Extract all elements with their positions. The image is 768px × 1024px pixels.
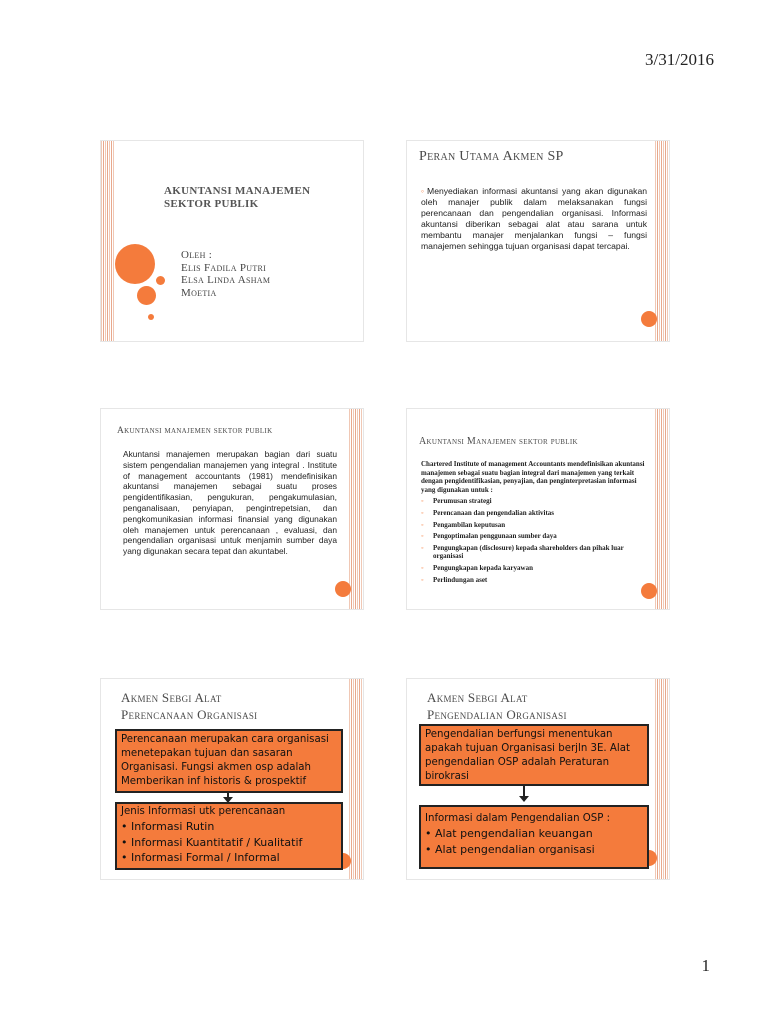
slide-title-line: Perencanaan Organisasi	[121, 707, 258, 722]
flow-arrow-icon	[523, 786, 525, 796]
control-info-box	[419, 805, 649, 869]
slide-body	[421, 460, 647, 587]
purpose-list	[421, 497, 647, 584]
box-item: • Alat pengendalian keuangan	[425, 827, 593, 840]
author-name: Elsa Linda Asham	[181, 274, 271, 286]
planning-definition-box: Perencanaan merupakan cara organisasi menetepakan tujuan dan sasaran Organisasi. Fungsi akmen osp adalah Memberikan inf historis & prospektif	[115, 729, 343, 793]
slide-title	[427, 689, 567, 723]
flow-arrow-icon	[227, 793, 229, 797]
decorative-circle-large	[115, 244, 155, 284]
slide-4	[406, 408, 670, 610]
planning-info-types-box	[115, 802, 343, 870]
slide-stripe-decoration	[655, 141, 669, 341]
document-date: 3/31/2016	[645, 50, 714, 69]
slide-stripe-decoration	[655, 679, 669, 879]
decorative-circle-tiny	[148, 314, 154, 320]
decorative-circle-medium	[137, 286, 156, 305]
slide-stripe-decoration	[101, 141, 115, 341]
list-item: ◦ Pengambilan keputusan	[421, 521, 647, 530]
slide-title: Akuntansi manajemen sektor publik	[117, 426, 273, 436]
author-label: Oleh :	[181, 249, 213, 261]
slide-6	[406, 678, 670, 880]
slide-body: Akuntansi manajemen merupakan bagian dari suatu sistem pengendalian manajemen yang integral . Institute of management accountants (1981) mendefinisikan akuntansi manajemen sebagai suatu proses pengidentifikasian, pengukuran, pengakumulasian, penganalisaan, penyiapan, pengintrepetsian, dan pengkomunikasian informasi finansial yang digunakan oleh manajemen untuk perencanaan , evaluasi, dan pengendalian organisasi untuk menjamin sumber daya yang digunakan secara tepat dan akuntabel.	[123, 449, 337, 557]
list-item: ◦ Perumusan strategi	[421, 497, 647, 506]
list-item: ◦ Perencanaan dan pengendalian aktivitas	[421, 509, 647, 518]
slide-title-line: AKUNTANSI MANAJEMEN	[164, 185, 311, 197]
author-block	[181, 249, 270, 299]
slide-5	[100, 678, 364, 880]
box-item: • Informasi Formal / Informal	[121, 851, 280, 864]
decorative-circle-small	[156, 276, 165, 285]
list-item: ◦ Perlindungan aset	[421, 576, 647, 585]
slide-stripe-decoration	[349, 679, 363, 879]
box-heading: Informasi dalam Pengendalian OSP :	[425, 813, 611, 824]
decorative-circle	[641, 311, 657, 327]
slide-title: Peran Utama Akmen SP	[419, 149, 564, 164]
slide-3	[100, 408, 364, 610]
box-heading: Jenis Informasi utk perencanaan	[121, 806, 286, 817]
slide-1	[100, 140, 364, 342]
slide-title-line: SEKTOR PUBLIK	[164, 198, 259, 210]
slide-title	[121, 689, 257, 723]
list-item: ◦ Pengungkapan kepada karyawan	[421, 564, 647, 573]
list-item: ◦ Pengoptimalan penggunaan sumber daya	[421, 532, 647, 541]
box-item: • Informasi Kuantitatif / Kualitatif	[121, 835, 303, 849]
page-number: 1	[701, 956, 710, 975]
slide-body-text: Menyediakan informasi akuntansi yang akan digunakan oleh manajer publik dalam melaksanakan fungsi perencanaan dan pengendalian organisasi. Informasi akuntansi diberikan sebagai alat atau sarana untuk membantu manajer menjalankan fungsi – fungsi manajemen sehingga tujuan organisasi dapat tercapai.	[421, 186, 647, 251]
slide-title-line: Pengendalian Organisasi	[427, 707, 567, 722]
decorative-circle	[335, 581, 351, 597]
slide-title	[164, 185, 310, 211]
slide-body	[421, 186, 647, 252]
list-item: ◦ Pengungkapan (disclosure) kepada shareholders dan pihak luar organisasi	[421, 544, 647, 561]
slide-title-line: Akmen Sebgi Alat	[121, 690, 222, 705]
bullet-icon: ◦	[421, 186, 425, 196]
box-item: • Informasi Rutin	[121, 820, 215, 833]
author-name: Elis Fadila Putri	[181, 261, 267, 274]
slide-intro-text: Chartered Institute of management Accountants mendefinisikan akuntansi manajemen sebagai suatu bagian integral dari manajemen yang terkait dengan pengidentifikasian, penyajian, dan penginterpretasian informasi yang digunakan untuk :	[421, 460, 645, 494]
slide-stripe-decoration	[349, 409, 363, 609]
slide-title-line: Akmen Sebgi Alat	[427, 690, 528, 705]
slide-stripe-decoration	[655, 409, 669, 609]
control-definition-box: Pengendalian berfungsi menentukan apakah tujuan Organisasi berjln 3E. Alat pengendalian OSP adalah Peraturan birokrasi	[419, 724, 649, 786]
slide-title: Akuntansi Manajemen sektor publik	[419, 436, 578, 447]
box-item: • Alat pengendalian organisasi	[425, 842, 595, 856]
author-name: Moetia	[181, 286, 217, 299]
slide-2	[406, 140, 670, 342]
